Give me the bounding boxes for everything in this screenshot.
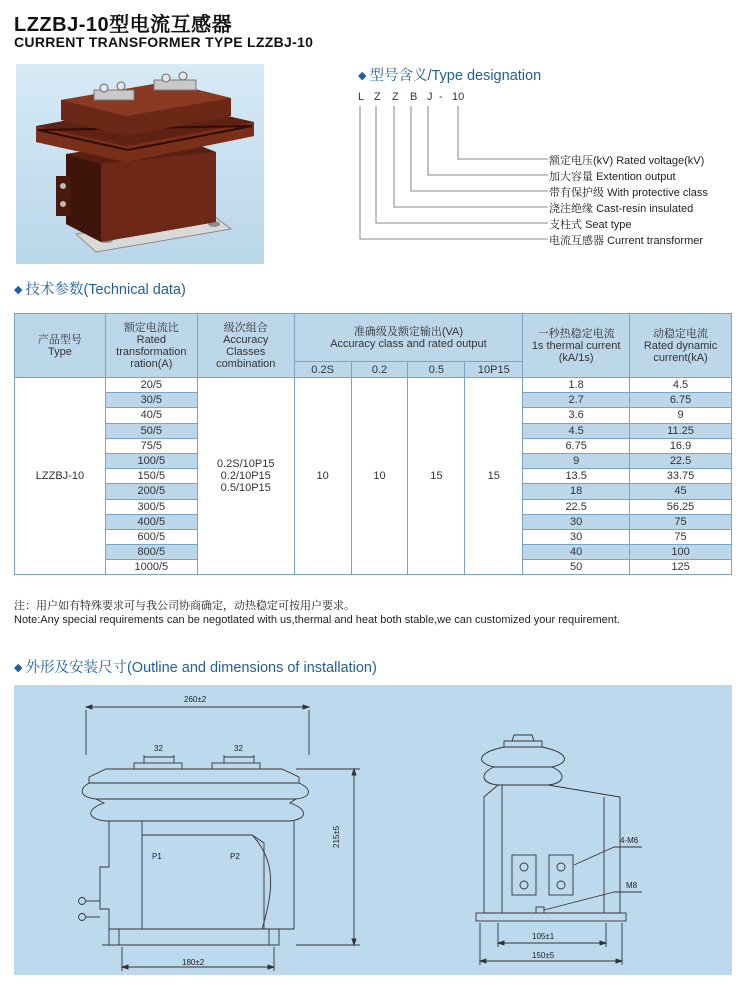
note-en: Note:Any special requirements can be negotlated with us,thermal and heat both stable,we can customized your requirement. [14, 614, 620, 626]
output-10p15-cell: 15 [465, 378, 523, 575]
type-cell: LZZBJ-10 [15, 378, 106, 575]
header-sub-02: 0.2 [351, 362, 408, 378]
thermal-cell: 3.6 [523, 408, 630, 423]
thermal-cell: 30 [523, 514, 630, 529]
designation-item-protective: 带有保护级 With protective class [549, 187, 708, 199]
dynamic-cell: 9 [630, 408, 732, 423]
designation-item-cast-resin: 浇注绝缘 Cast-resin insulated [549, 203, 694, 215]
dynamic-cell: 75 [630, 529, 732, 544]
designation-item-extention: 加大容量 Extention output [549, 171, 676, 183]
ratio-cell: 20/5 [105, 378, 197, 393]
outline-heading: ◆ 外形及安装尺寸(Outline and dimensions of installation) [14, 660, 377, 676]
ratio-cell: 40/5 [105, 408, 197, 423]
type-code [358, 91, 478, 105]
header-sub-02s: 0.2S [294, 362, 351, 378]
header-thermal: 一秒热稳定电流 1s thermal current (kA/1s) [523, 314, 630, 378]
label-4-m6: 4-M6 [620, 836, 639, 845]
ratio-cell: 1000/5 [105, 560, 197, 575]
dimension-drawing [14, 685, 732, 975]
dynamic-cell: 22.5 [630, 453, 732, 468]
dynamic-cell: 45 [630, 484, 732, 499]
dim-term1: 32 [154, 744, 163, 753]
dynamic-cell: 125 [630, 560, 732, 575]
header-type: 产品型号 Type [15, 314, 106, 378]
table-row [15, 378, 732, 393]
thermal-cell: 1.8 [523, 378, 630, 393]
dynamic-cell: 56.25 [630, 499, 732, 514]
header-classes: 级次组合 Accuracy Classes combination [197, 314, 294, 378]
dynamic-cell: 100 [630, 545, 732, 560]
ratio-cell: 30/5 [105, 393, 197, 408]
classes-cell: 0.2S/10P15 0.2/10P15 0.5/10P15 [197, 378, 294, 575]
thermal-cell: 40 [523, 545, 630, 560]
dim-base: 180±2 [182, 958, 205, 967]
code-char-b: B [410, 91, 418, 103]
designation-item-current: 电流互感器 Current transformer [549, 235, 704, 247]
dynamic-cell: 11.25 [630, 423, 732, 438]
ratio-cell: 75/5 [105, 438, 197, 453]
label-p2: P2 [230, 852, 240, 861]
page-subtitle: CURRENT TRANSFORMER TYPE LZZBJ-10 [14, 34, 314, 50]
ratio-cell: 300/5 [105, 499, 197, 514]
code-char-z1: Z [374, 91, 381, 103]
designation-item-seat: 支柱式 Seat type [549, 219, 632, 231]
diamond-bullet-icon: ◆ [14, 284, 23, 296]
ratio-cell: 400/5 [105, 514, 197, 529]
output-02s-cell: 10 [294, 378, 351, 575]
technical-table [14, 313, 732, 575]
code-char-l: L [358, 91, 365, 103]
thermal-cell: 6.75 [523, 438, 630, 453]
dynamic-cell: 75 [630, 514, 732, 529]
ratio-cell: 200/5 [105, 484, 197, 499]
header-sub-10p15: 10P15 [465, 362, 523, 378]
code-char-z2: Z [392, 91, 399, 103]
header-accuracy: 准确级及额定输出(VA) Accuracy class and rated output [294, 314, 523, 362]
dim-term2: 32 [234, 744, 243, 753]
ratio-cell: 50/5 [105, 423, 197, 438]
ratio-cell: 100/5 [105, 453, 197, 468]
diamond-bullet-icon: ◆ [358, 70, 367, 82]
thermal-cell: 18 [523, 484, 630, 499]
code-char-dash: - [439, 91, 443, 103]
label-m8: M8 [626, 881, 638, 890]
thermal-cell: 30 [523, 529, 630, 544]
code-char-j: J [427, 91, 433, 103]
designation-item-voltage: 额定电压(kV) Rated voltage(kV) [549, 155, 705, 167]
dim-width-top: 260±2 [184, 695, 207, 704]
dim-side-width: 150±5 [532, 951, 555, 960]
dim-bolt-span: 105±1 [532, 932, 555, 941]
code-char-10: 10 [452, 91, 465, 103]
header-dynamic: 动稳定电流 Rated dynamic current(kA) [630, 314, 732, 378]
ratio-cell: 150/5 [105, 469, 197, 484]
header-ratio: 额定电流比 Rated transformation ration(A) [105, 314, 197, 378]
technical-heading: ◆ 技术参数(Technical data) [14, 282, 186, 298]
thermal-cell: 13.5 [523, 469, 630, 484]
thermal-cell: 4.5 [523, 423, 630, 438]
output-05-cell: 15 [408, 378, 465, 575]
page-title: LZZBJ-10型电流互感器 [14, 14, 233, 36]
dynamic-cell: 6.75 [630, 393, 732, 408]
designation-heading: ◆ 型号含义/Type designation [358, 68, 542, 84]
diamond-bullet-icon: ◆ [14, 662, 23, 674]
thermal-cell: 50 [523, 560, 630, 575]
outline-drawing [14, 685, 732, 975]
current-transformer-illustration [16, 64, 264, 264]
dim-height: 215±5 [332, 825, 341, 848]
dynamic-cell: 4.5 [630, 378, 732, 393]
dynamic-cell: 16.9 [630, 438, 732, 453]
thermal-cell: 9 [523, 453, 630, 468]
thermal-cell: 22.5 [523, 499, 630, 514]
label-p1: P1 [152, 852, 162, 861]
note-cn: 注：用户如有特殊要求可与我公司协商确定，动热稳定可按用户要求。 [14, 600, 355, 612]
product-photo [16, 64, 264, 264]
designation-leader-lines [355, 104, 555, 244]
header-sub-05: 0.5 [408, 362, 465, 378]
ratio-cell: 600/5 [105, 529, 197, 544]
dynamic-cell: 33.75 [630, 469, 732, 484]
ratio-cell: 800/5 [105, 545, 197, 560]
output-02-cell: 10 [351, 378, 408, 575]
thermal-cell: 2.7 [523, 393, 630, 408]
